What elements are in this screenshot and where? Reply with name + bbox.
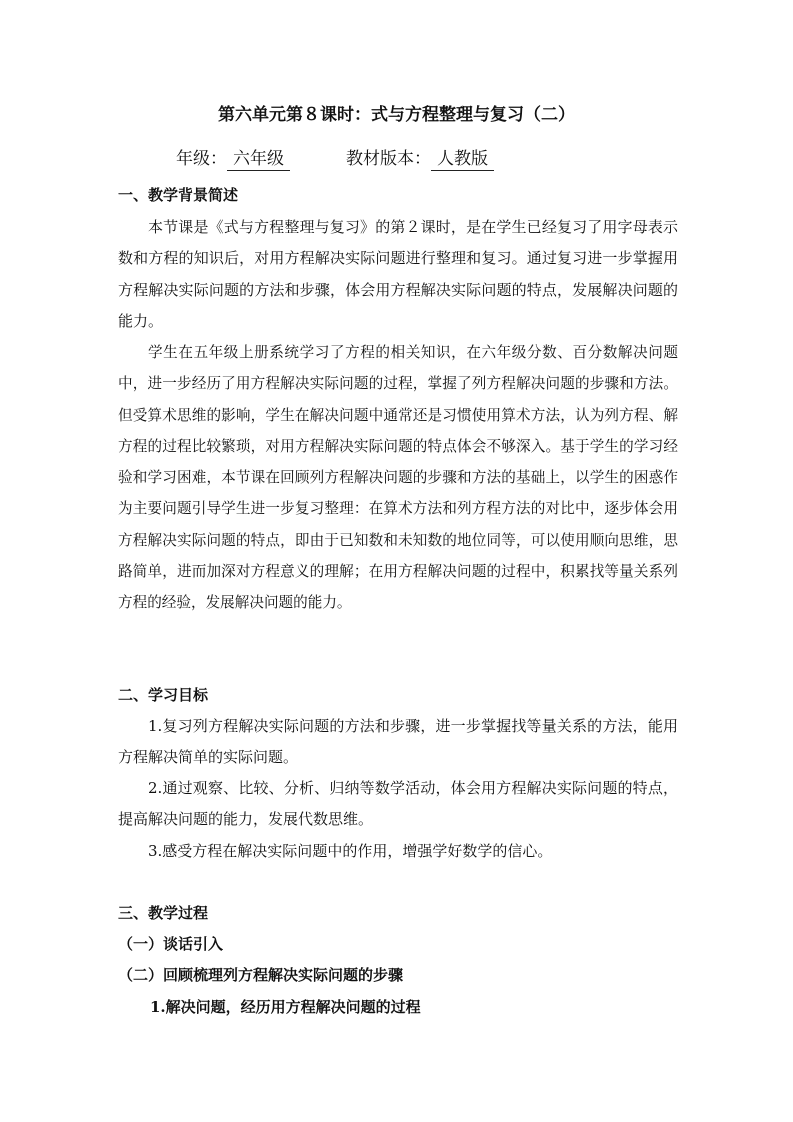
goal-3: 3.感受方程在解决实际问题中的作用，增强学好数学的信心。 — [148, 842, 553, 860]
section-heading-background: 一、教学背景简述 — [118, 186, 239, 204]
subsection-intro: （一）谈话引入 — [118, 935, 224, 953]
edition-value: 人教版 — [431, 148, 494, 171]
subsection-item-1: 1.解决问题，经历用方程解决问题的过程 — [150, 998, 421, 1016]
background-paragraph-2: 学生在五年级上册系统学习了方程的相关知识，在六年级分数、百分数解决问题中，进一步经历了用方程解决实际问题的过程，掌握了列方程解决问题的步骤和方法。但受算术思维的影响，学生在解决问题中通常还是习惯使用算术方法，认为列方程、解方程的过程比较繁琐，对用方程解决实际问题的特点体会不够深入。基于学生的学习经验和学习困难，本节课在回顾列方程解决问题的步骤和方法的基础上，以学生的困惑作为主要问题引导学生进一步复习整理：在算术方法和列方程方法的对比中，逐步体会用方程解决实际问题的特点，即由于已知数和未知数的地位同等，可以使用顺向思维，思路简单，进而加深对方程意义的理解；在用方程解决问题的过程中，积累找等量关系列方程的经验，发展解决问题的能力。 — [118, 344, 678, 612]
grade-value: 六年级 — [227, 148, 290, 171]
goal-1: 1.复习列方程解决实际问题的方法和步骤，进一步掌握找等量关系的方法，能用方程解决简单的实际问题。 — [118, 717, 678, 767]
background-paragraph-1: 本节课是《式与方程整理与复习》的第２课时，是在学生已经复习了用字母表示数和方程的知识后，对用方程解决实际问题进行整理和复习。通过复习进一步掌握用方程解决实际问题的方法和步骤，体会用方程解决实际问题的特点，发展解决问题的能力。 — [118, 218, 678, 330]
document-meta — [176, 144, 494, 174]
goal-2: 2.通过观察、比较、分析、归纳等数学活动，体会用方程解决实际问题的特点，提高解决问题的能力，发展代数思维。 — [118, 779, 678, 829]
grade-label: 年级： — [176, 149, 227, 169]
edition-label: 教材版本： — [346, 149, 431, 169]
subsection-review-steps: （二）回顾梳理列方程解决实际问题的步骤 — [118, 966, 404, 984]
section-heading-goals: 二、学习目标 — [118, 686, 209, 704]
document-title: 第六单元第８课时：式与方程整理与复习（二） — [218, 105, 575, 125]
section-heading-process: 三、教学过程 — [118, 904, 209, 922]
